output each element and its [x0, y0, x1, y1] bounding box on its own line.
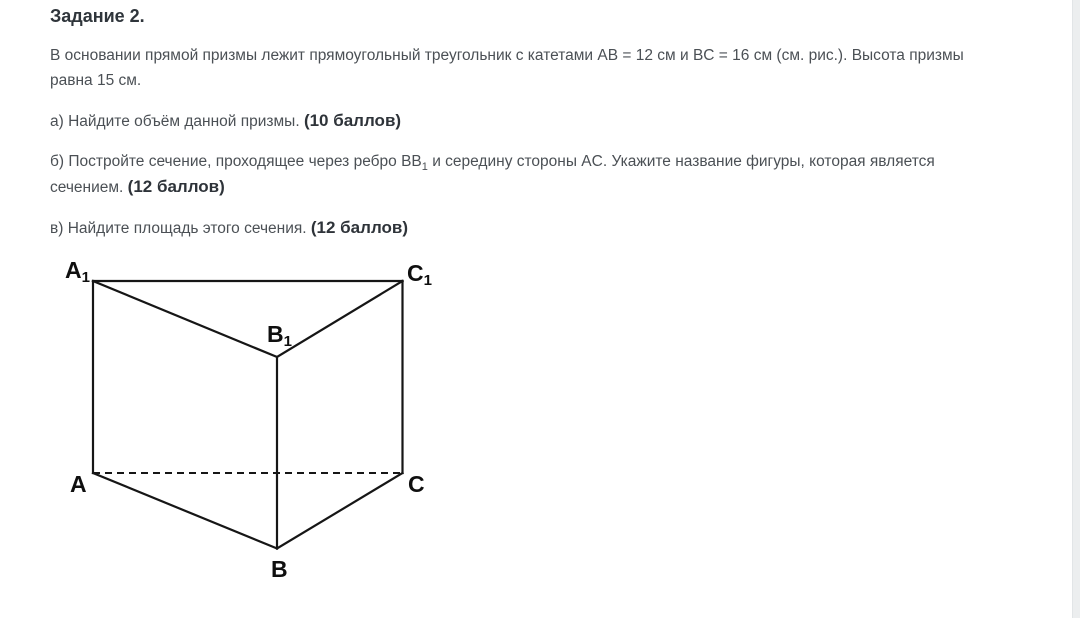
prism-figure	[40, 250, 460, 590]
task-item-b	[50, 149, 1010, 200]
vertex-label-c1: C1	[407, 260, 432, 289]
item-b-points: (12 баллов)	[127, 177, 225, 196]
edge-a1b1	[93, 281, 277, 357]
task-item-c	[50, 215, 1010, 241]
task-intro-paragraph	[50, 43, 1010, 93]
edge-bc	[277, 473, 403, 549]
task-content	[50, 0, 1010, 241]
edge-b1c1	[277, 281, 403, 357]
task-intro-text: В основании прямой призмы лежит прямоугольный треугольник с катетами AB = 12 см и BC = 16 см (см. рис.). Высота призмы равна 15 см.	[50, 47, 964, 89]
vertex-label-c: C	[408, 471, 425, 497]
item-c-text: в) Найдите площадь этого сечения.	[50, 220, 311, 237]
item-a-points: (10 баллов)	[303, 111, 402, 130]
vertex-label-b1: B1	[267, 321, 292, 350]
vertex-label-b: B	[271, 556, 288, 582]
item-b-text-before-sub: б) Постройте сечение, проходящее через ребро BB	[50, 153, 422, 170]
task-title: Задание 2.	[50, 6, 145, 26]
item-c-points: (12 баллов)	[310, 218, 409, 237]
vertex-label-a1: A1	[65, 257, 90, 286]
task-item-a	[50, 108, 1010, 134]
vertex-label-a: A	[70, 471, 87, 497]
item-b-text-after-sub: и середину стороны AC. Укажите название фигуры, которая является сечением.	[50, 153, 935, 196]
item-b-subscript: 1	[421, 161, 428, 174]
edge-ab	[93, 473, 277, 549]
vertical-scrollbar[interactable]	[1072, 0, 1080, 618]
item-a-text: а) Найдите объём данной призмы.	[50, 113, 304, 130]
